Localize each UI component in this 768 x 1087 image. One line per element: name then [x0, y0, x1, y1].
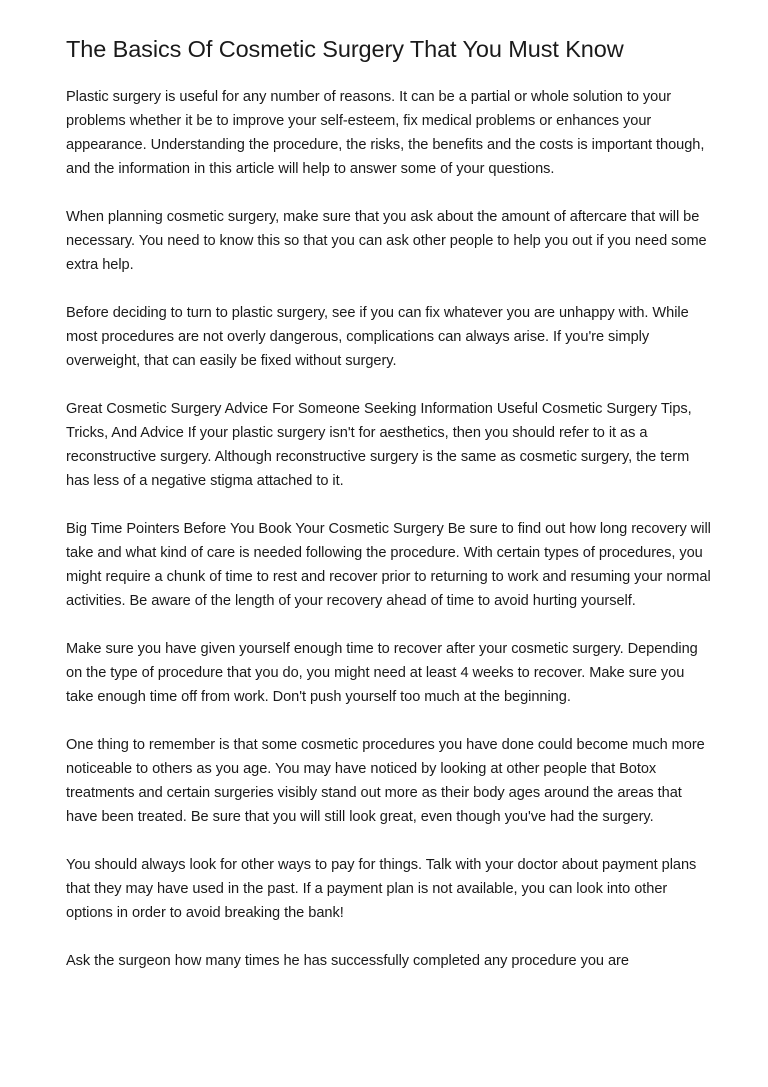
article-body	[66, 85, 712, 973]
paragraph-aging: One thing to remember is that some cosmetic procedures you have done could become much more noticeable to others as you age. You may have noticed by looking at other people that Botox treatments and certain surgeries visibly stand out more as their body ages around the areas that have been treated. Be sure that you will still look great, even though you've had the surgery.	[66, 737, 705, 825]
paragraph-surgeon-experience: Ask the surgeon how many times he has successfully completed any procedure you are	[66, 953, 629, 969]
paragraph-reconstructive: Great Cosmetic Surgery Advice For Someone Seeking Information Useful Cosmetic Surgery Tips, Tricks, And Advice If your plastic surgery isn't for aesthetics, then you should refer to it as a reconstructive surgery. Although reconstructive surgery is the same as cosmetic surgery, the term has less of a negative stigma attached to it.	[66, 401, 692, 489]
paragraph-recovery-time: Make sure you have given yourself enough time to recover after your cosmetic surgery. Depending on the type of procedure that you do, you might need at least 4 weeks to recover. Make sure you take enough time off from work. Don't push yourself too much at the beginning.	[66, 641, 698, 705]
paragraph-aftercare: When planning cosmetic surgery, make sure that you ask about the amount of aftercare that will be necessary. You need to know this so that you can ask other people to help you out if you need some extra help.	[66, 209, 707, 273]
document-page	[66, 34, 712, 997]
paragraph-intro: Plastic surgery is useful for any number of reasons. It can be a partial or whole solution to your problems whether it be to improve your self-esteem, fix medical problems or enhances your appearance. Understanding the procedure, the risks, the benefits and the costs is important though, and the information in this article will help to answer some of your questions.	[66, 89, 705, 177]
paragraph-alternatives: Before deciding to turn to plastic surgery, see if you can fix whatever you are unhappy with. While most procedures are not overly dangerous, complications can always arise. If you're simply overweight, that can easily be fixed without surgery.	[66, 305, 689, 369]
paragraph-payment: You should always look for other ways to pay for things. Talk with your doctor about payment plans that they may have used in the past. If a payment plan is not available, you can look into other options in order to avoid breaking the bank!	[66, 857, 697, 921]
paragraph-recovery-pointers: Big Time Pointers Before You Book Your Cosmetic Surgery Be sure to find out how long recovery will take and what kind of care is needed following the procedure. With certain types of procedures, you might require a chunk of time to rest and recover prior to returning to work and resuming your normal activities. Be aware of the length of your recovery ahead of time to avoid hurting yourself.	[66, 521, 711, 609]
page-title: The Basics Of Cosmetic Surgery That You Must Know	[66, 36, 624, 62]
